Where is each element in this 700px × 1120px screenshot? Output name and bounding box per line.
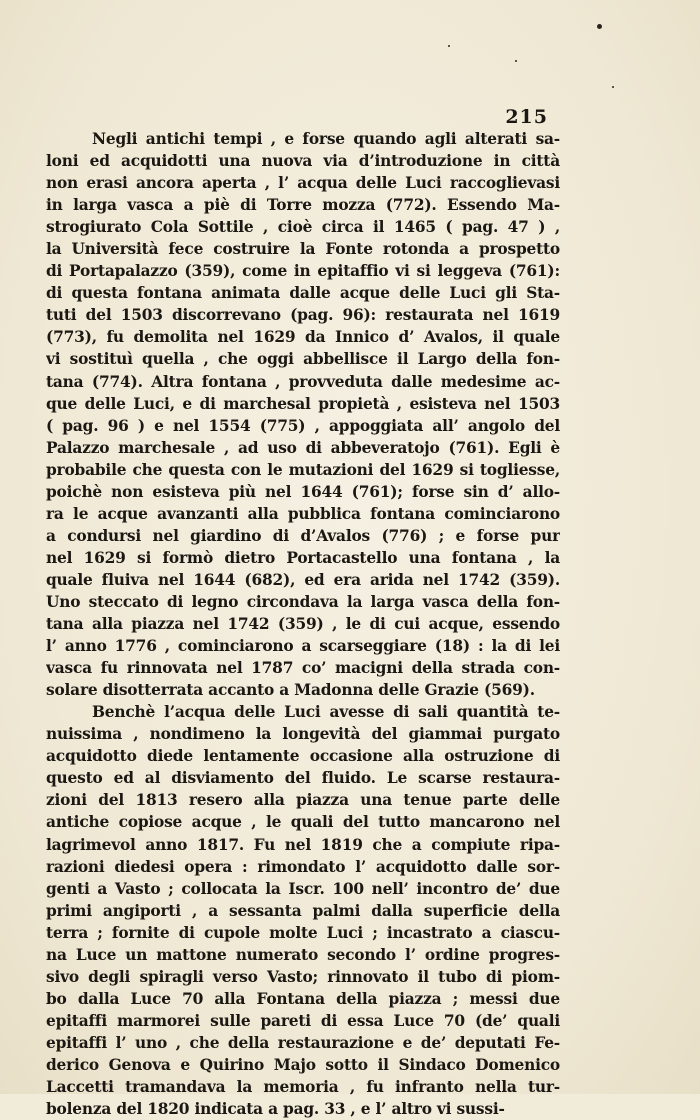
text-line: acquidotto diede lentamente occasione alla ostruzione di: [46, 747, 560, 766]
text-line: razioni diedesi opera : rimondato l’ acquidotto dalle sor-: [46, 857, 560, 876]
text-line: nuissima , nondimeno la longevità del giammai purgato: [46, 725, 560, 744]
text-line: vi sostituì quella , che oggi abbellisce il Largo della fon-: [46, 350, 560, 369]
text-line: epitaffi l’ uno , che della restaurazione e de’ deputati Fe-: [46, 1033, 560, 1052]
text-line: solare disotterrata accanto a Madonna delle Grazie (569).: [46, 681, 535, 700]
text-line: Uno steccato di legno circondava la larga vasca della fon-: [46, 592, 560, 611]
text-line: zioni del 1813 resero alla piazza una tenue parte delle: [46, 791, 560, 810]
text-line: primi angiporti , a sessanta palmi dalla superficie della: [46, 901, 560, 920]
ink-speck: [597, 24, 602, 29]
text-line: bo dalla Luce 70 alla Fontana della piazza ; messi due: [46, 989, 560, 1008]
text-line: tana (774). Altra fontana , provveduta dalle medesime ac-: [46, 372, 560, 391]
text-line: poichè non esisteva più nel 1644 (761); forse sin d’ allo-: [46, 482, 560, 501]
text-line: ( pag. 96 ) e nel 1554 (775) , appoggiata all’ angolo del: [46, 416, 560, 435]
text-line: tana alla piazza nel 1742 (359) , le di cui acque, essendo: [46, 615, 560, 634]
text-line: epitaffi marmorei sulle pareti di essa Luce 70 (de’ quali: [46, 1011, 560, 1030]
text-line: probabile che questa con le mutazioni del 1629 si togliesse,: [46, 460, 560, 479]
text-line: in larga vasca a piè di Torre mozza (772). Essendo Ma-: [46, 196, 560, 215]
text-line: di questa fontana animata dalle acque delle Luci gli Sta-: [46, 284, 560, 303]
text-line: que delle Luci, e di marchesal propietà , esisteva nel 1503: [46, 394, 560, 413]
text-line: ra le acque avanzanti alla pubblica fontana cominciarono: [46, 504, 560, 523]
text-line: Benchè l’acqua delle Luci avesse di sali quantità te-: [92, 703, 560, 722]
ink-speck: [612, 86, 614, 88]
text-line: questo ed al disviamento del fluido. Le scarse restaura-: [46, 769, 560, 788]
text-line: terra ; fornite di cupole molte Luci ; incastrato a ciascu-: [46, 923, 560, 942]
text-line: l’ anno 1776 , cominciarono a scarseggiare (18) : la di lei: [46, 637, 560, 656]
text-line: sivo degli spiragli verso Vasto; rinnovato il tubo di piom-: [46, 967, 560, 986]
text-line: Palazzo marchesale , ad uso di abbeveratojo (761). Egli è: [46, 438, 560, 457]
ink-speck: [515, 60, 517, 62]
text-line: antiche copiose acque , le quali del tutto mancarono nel: [46, 813, 560, 832]
text-line: Negli antichi tempi , e forse quando agli alterati sa-: [92, 130, 560, 148]
text-line: genti a Vasto ; collocata la Iscr. 100 nell’ incontro de’ due: [46, 879, 560, 898]
text-line: nel 1629 si formò dietro Portacastello una fontana , la: [46, 548, 560, 567]
text-line: a condursi nel giardino di d’Avalos (776) ; e forse pur: [46, 526, 560, 545]
page-body-text: [46, 128, 560, 1120]
page-number: 215: [505, 106, 548, 128]
text-line: bolenza del 1820 indicata a pag. 33 , e l’ altro vi sussi-: [46, 1100, 505, 1119]
text-line: vasca fu rinnovata nel 1787 co’ macigni della strada con-: [46, 659, 560, 678]
text-line: di Portapalazzo (359), come in epitaffio vi si leggeva (761):: [46, 262, 560, 281]
text-line: derico Genova e Quirino Majo sotto il Sindaco Domenico: [46, 1055, 560, 1074]
text-line: loni ed acquidotti una nuova via d’introduzione in città: [46, 152, 560, 171]
text-line: (773), fu demolita nel 1629 da Innico d’ Avalos, il quale: [46, 328, 560, 347]
text-line: la Università fece costruire la Fonte rotonda a prospetto: [46, 240, 560, 259]
text-line: Laccetti tramandava la memoria , fu infranto nella tur-: [46, 1078, 560, 1097]
text-line: quale fluiva nel 1644 (682), ed era arida nel 1742 (359).: [46, 570, 560, 589]
text-line: non erasi ancora aperta , l’ acqua delle Luci raccoglievasi: [46, 174, 560, 193]
text-line: na Luce un mattone numerato secondo l’ ordine progres-: [46, 945, 560, 964]
ink-speck: [448, 45, 450, 47]
text-line: tuti del 1503 discorrevano (pag. 96): restaurata nel 1619: [46, 306, 560, 325]
text-line: strogiurato Cola Sottile , cioè circa il 1465 ( pag. 47 ) ,: [46, 218, 560, 237]
text-line: lagrimevol anno 1817. Fu nel 1819 che a compiute ripa-: [46, 835, 560, 854]
